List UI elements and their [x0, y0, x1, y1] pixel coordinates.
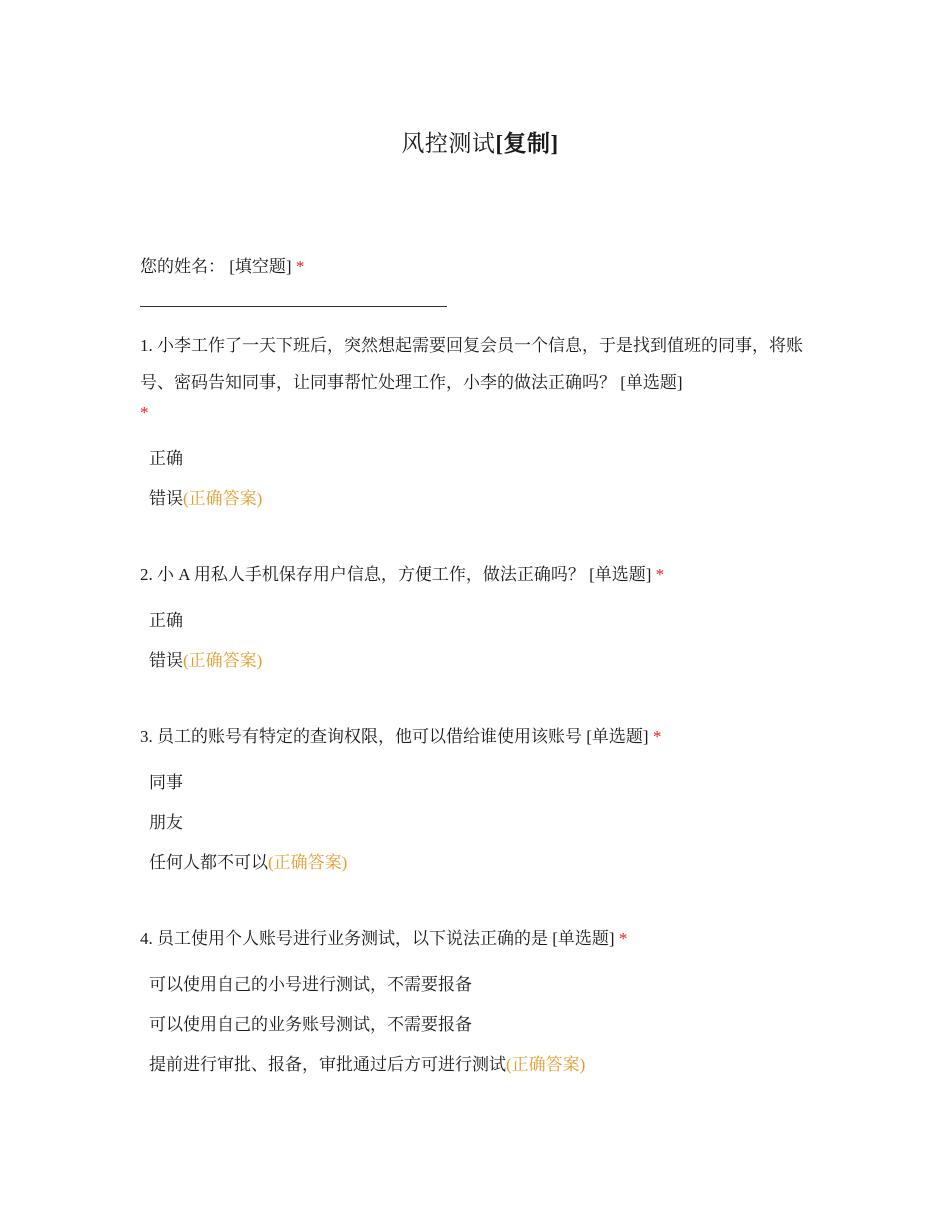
question-type-tag: [填空题] [229, 257, 292, 276]
required-mark: * [140, 403, 149, 422]
question-text: 小李工作了一天下班后，突然想起需要回复会员一个信息，于是找到值班的同事，将账号、密码告知同事，让同事帮忙处理工作，小李的做法正确吗？ [140, 336, 803, 392]
question-4 [140, 920, 812, 957]
option-label: 正确 [149, 611, 183, 630]
question-type-tag: [单选题] [586, 727, 649, 746]
option-label: 同事 [149, 773, 183, 792]
option-label: 错误 [149, 651, 183, 670]
option [149, 1005, 585, 1045]
question-1-options [149, 439, 262, 519]
question-text: 小 A 用私人手机保存用户信息，方便工作，做法正确吗？ [157, 565, 585, 584]
question-type-tag: [单选题] [552, 929, 615, 948]
option [149, 439, 262, 479]
required-mark: * [655, 565, 665, 584]
required-mark: * [652, 727, 662, 746]
question-2-options [149, 601, 262, 681]
title-suffix: [复制] [495, 131, 559, 157]
option-label: 错误 [149, 489, 183, 508]
option [149, 965, 585, 1005]
correct-answer-tag: (正确答案) [183, 651, 263, 670]
option-label: 朋友 [149, 813, 183, 832]
name-answer-line [140, 306, 447, 307]
option [149, 479, 262, 519]
question-1 [140, 327, 812, 425]
question-2 [140, 556, 812, 593]
correct-answer-tag: (正确答案) [183, 489, 263, 508]
option [149, 843, 347, 883]
option [149, 763, 347, 803]
option-label: 可以使用自己的小号进行测试，不需要报备 [149, 975, 472, 994]
question-number: 4. [140, 929, 153, 948]
option [149, 601, 262, 641]
question-number: 3. [140, 727, 153, 746]
option-label: 提前进行审批、报备，审批通过后方可进行测试 [149, 1055, 506, 1074]
question-3 [140, 718, 812, 755]
question-text: 员工使用个人账号进行业务测试，以下说法正确的是 [157, 929, 548, 948]
option [149, 641, 262, 681]
required-mark: * [618, 929, 628, 948]
question-4-options [149, 965, 585, 1085]
name-question [140, 252, 304, 277]
option [149, 803, 347, 843]
correct-answer-tag: (正确答案) [268, 853, 348, 872]
name-label: 您的姓名： [140, 257, 225, 276]
question-number: 2. [140, 565, 153, 584]
correct-answer-tag: (正确答案) [506, 1055, 586, 1074]
page-title [0, 125, 950, 158]
option [149, 1045, 585, 1085]
question-number: 1. [140, 336, 153, 355]
option-label: 任何人都不可以 [149, 853, 268, 872]
option-label: 正确 [149, 449, 183, 468]
required-mark: * [295, 257, 305, 276]
question-text: 员工的账号有特定的查询权限，他可以借给谁使用该账号 [157, 727, 582, 746]
question-type-tag: [单选题] [620, 373, 683, 392]
option-label: 可以使用自己的业务账号测试，不需要报备 [149, 1015, 472, 1034]
question-type-tag: [单选题] [589, 565, 652, 584]
title-text: 风控测试 [401, 131, 496, 157]
question-3-options [149, 763, 347, 883]
